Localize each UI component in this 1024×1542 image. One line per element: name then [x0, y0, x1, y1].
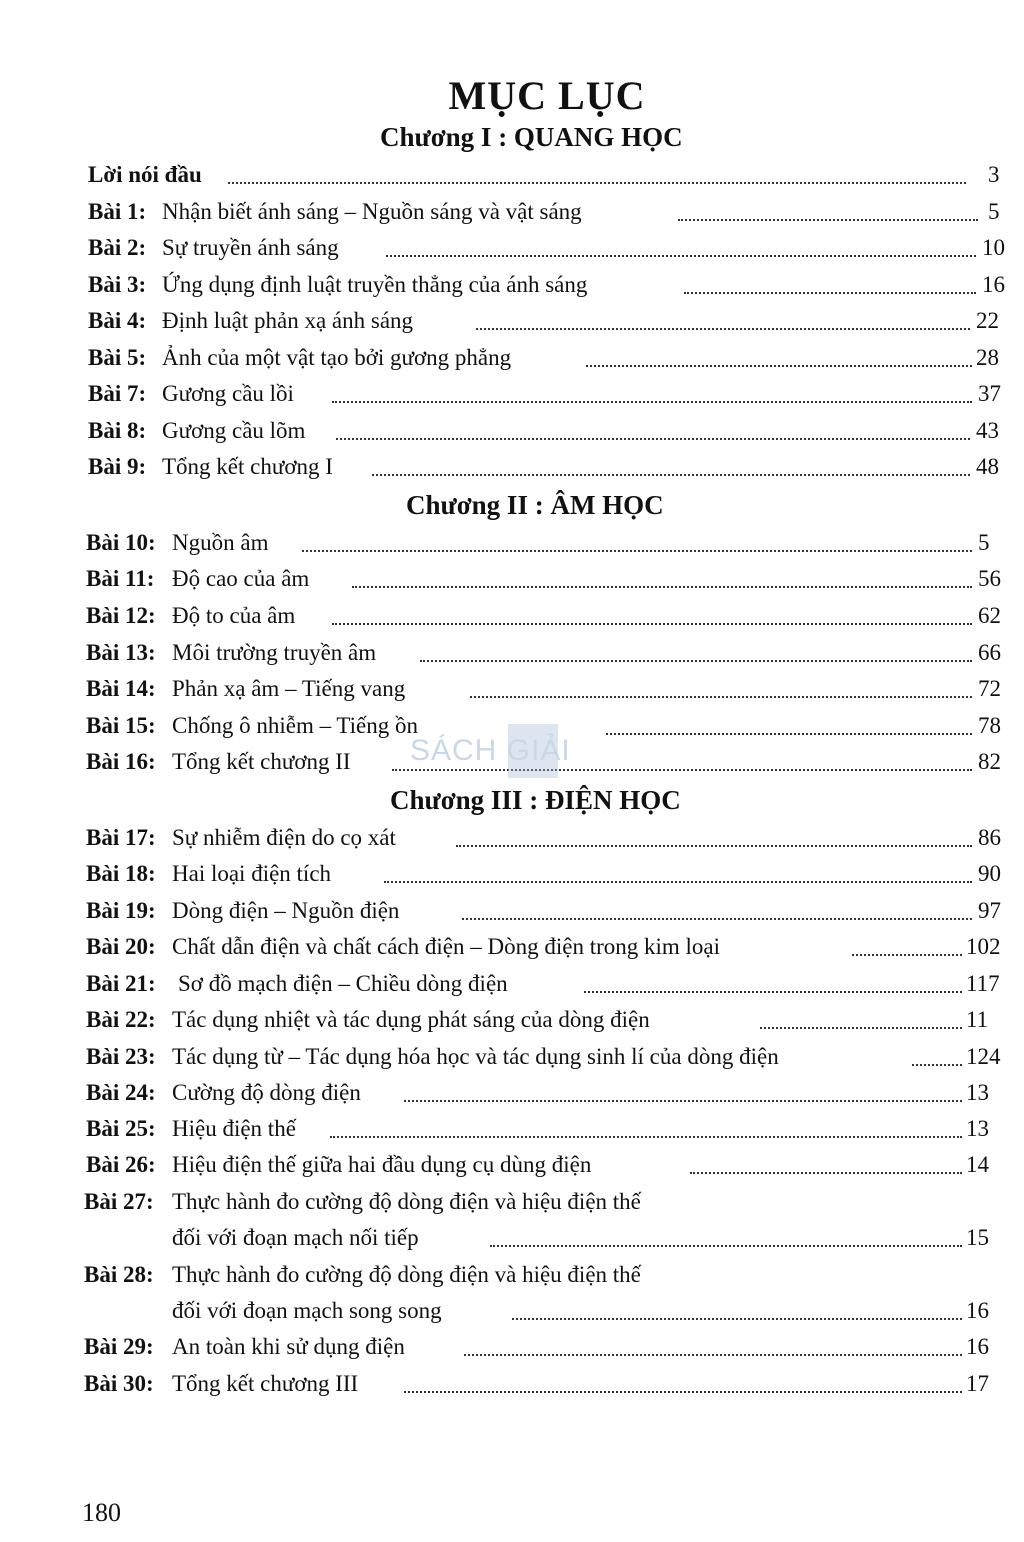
- toc-entry-number: Bài 5:: [88, 345, 147, 370]
- toc-entry-page: 22: [976, 308, 999, 333]
- toc-entry[interactable]: [0, 1042, 1024, 1072]
- toc-entry-title: Gương cầu lồi: [162, 381, 294, 406]
- toc-entry-title: Tác dụng nhiệt và tác dụng phát sáng của dòng điện: [172, 1007, 650, 1032]
- toc-entry-continuation[interactable]: [0, 1296, 1024, 1326]
- toc-entry-title: Tác dụng từ – Tác dụng hóa học và tác dụng sinh lí của dòng điện: [172, 1044, 779, 1069]
- leader-dots: [386, 233, 976, 257]
- toc-entry-title: Thực hành đo cường độ dòng điện và hiệu điện thế: [172, 1262, 641, 1287]
- leader-dots: [684, 270, 976, 294]
- toc-entry-title: Nguồn âm: [172, 530, 269, 555]
- leader-dots: [456, 823, 972, 847]
- toc-entry[interactable]: [0, 452, 1024, 482]
- toc-entry-page: 16: [966, 1334, 989, 1359]
- toc-entry-title: Tổng kết chương II: [172, 749, 351, 774]
- toc-entry-number: Bài 4:: [88, 308, 147, 333]
- toc-entry-number: Bài 30:: [84, 1371, 154, 1396]
- toc-entry-number: Bài 16:: [86, 749, 156, 774]
- toc-entry[interactable]: [0, 1114, 1024, 1144]
- toc-entry-number: Bài 29:: [84, 1334, 154, 1359]
- toc-entry-title: Sơ đồ mạch điện – Chiều dòng điện: [178, 971, 508, 996]
- toc-entry-number: Bài 8:: [88, 418, 147, 443]
- toc-entry-title: Tổng kết chương I: [162, 454, 333, 479]
- toc-entry-page: 11: [966, 1007, 989, 1032]
- toc-entry[interactable]: [0, 1187, 1024, 1217]
- chapter-heading-1: Chương I : QUANG HỌC: [380, 122, 683, 152]
- leader-dots: [490, 1223, 962, 1247]
- leader-dots: [302, 528, 972, 552]
- toc-entry-number: Bài 13:: [86, 640, 156, 665]
- toc-entry-title: An toàn khi sử dụng điện: [172, 1334, 405, 1359]
- leader-dots: [330, 1114, 962, 1138]
- toc-entry[interactable]: [0, 306, 1024, 336]
- leader-dots: [384, 859, 972, 883]
- toc-entry-number: Bài 20:: [86, 934, 156, 959]
- toc-entry-number: Bài 1:: [88, 199, 147, 224]
- toc-entry-page: 124: [966, 1044, 1001, 1069]
- toc-entry-title: Ứng dụng định luật truyền thẳng của ánh sáng: [162, 272, 588, 297]
- toc-entry-number: Bài 19:: [86, 898, 156, 923]
- toc-entry-page: 48: [976, 454, 999, 479]
- toc-entry[interactable]: [0, 197, 1024, 227]
- toc-entry-title: Chất dẫn điện và chất cách điện – Dòng điện trong kim loại: [172, 934, 721, 959]
- toc-entry-page: 28: [976, 345, 999, 370]
- toc-entry-number: Bài 27:: [84, 1189, 154, 1214]
- toc-entry[interactable]: [0, 270, 1024, 300]
- toc-entry-number: Bài 21:: [86, 971, 156, 996]
- toc-entry-number: Lời nói đầu: [88, 162, 202, 187]
- toc-entry-number: Bài 25:: [86, 1116, 156, 1141]
- leader-dots: [470, 674, 972, 698]
- leader-dots: [332, 601, 972, 625]
- toc-entry-page: 5: [978, 530, 990, 555]
- toc-entry-title: Sự truyền ánh sáng: [162, 235, 339, 260]
- toc-entry-page: 90: [978, 861, 1001, 886]
- toc-entry-number: Bài 24:: [86, 1080, 156, 1105]
- toc-entry-title-line2: đối với đoạn mạch nối tiếp: [172, 1225, 419, 1250]
- leader-dots: [586, 343, 972, 367]
- toc-entry-number: Bài 10:: [86, 530, 156, 555]
- leader-dots: [404, 1369, 962, 1393]
- leader-dots: [420, 638, 972, 662]
- toc-entry-page: 13: [966, 1080, 989, 1105]
- toc-entry[interactable]: [0, 416, 1024, 446]
- toc-entry-page: 16: [966, 1298, 989, 1323]
- toc-entry-page: 10: [982, 235, 1005, 260]
- toc-entry[interactable]: [0, 896, 1024, 926]
- toc-entry-title: Cường độ dòng điện: [172, 1080, 361, 1105]
- toc-entry-page: 15: [966, 1225, 989, 1250]
- toc-entry[interactable]: [0, 1150, 1024, 1180]
- toc-entry-page: 14: [966, 1152, 989, 1177]
- toc-entry-title: Độ cao của âm: [172, 566, 310, 591]
- toc-entry-page: 16: [982, 272, 1005, 297]
- watermark: [410, 722, 630, 792]
- toc-entry[interactable]: [0, 674, 1024, 704]
- watermark-text: SÁCH GIẢI: [410, 734, 571, 767]
- toc-entry-title-line2: đối với đoạn mạch song song: [172, 1298, 442, 1323]
- toc-entry-number: Bài 18:: [86, 861, 156, 886]
- toc-entry-page: 66: [978, 640, 1001, 665]
- toc-entry-title: Ảnh của một vật tạo bởi gương phẳng: [162, 345, 512, 370]
- toc-entry-page: 43: [976, 418, 999, 443]
- chapter-heading-3: Chương III : ĐIỆN HỌC: [390, 785, 681, 815]
- toc-entry[interactable]: [0, 823, 1024, 853]
- toc-entry[interactable]: [0, 564, 1024, 594]
- toc-entry-page: 17: [966, 1371, 989, 1396]
- leader-dots: [584, 969, 962, 993]
- chapter-heading-2: Chương II : ÂM HỌC: [406, 490, 664, 520]
- toc-entry-page: 102: [966, 934, 1001, 959]
- leader-dots: [476, 306, 970, 330]
- toc-entry-number: Bài 12:: [86, 603, 156, 628]
- toc-entry-title: Chống ô nhiễm – Tiếng ồn: [172, 713, 419, 738]
- toc-entry-title: Môi trường truyền âm: [172, 640, 377, 665]
- toc-entry-title: Nhận biết ánh sáng – Nguồn sáng và vật sáng: [162, 199, 582, 224]
- toc-entry-number: Bài 23:: [86, 1044, 156, 1069]
- leader-dots: [352, 564, 972, 588]
- toc-entry-page: 117: [966, 971, 1000, 996]
- toc-entry[interactable]: [0, 160, 1024, 190]
- toc-entry-title: Hiệu điện thế: [172, 1116, 296, 1141]
- leader-dots: [464, 1332, 962, 1356]
- toc-entry-page: 97: [978, 898, 1001, 923]
- leader-dots: [228, 160, 966, 184]
- leader-dots: [462, 896, 972, 920]
- toc-entry[interactable]: [0, 343, 1024, 373]
- toc-entry-title: Sự nhiễm điện do cọ xát: [172, 825, 396, 850]
- leader-dots: [332, 379, 972, 403]
- leader-dots: [760, 1005, 962, 1029]
- toc-entry-number: Bài 17:: [86, 825, 156, 850]
- toc-entry-number: Bài 9:: [88, 454, 147, 479]
- leader-dots: [512, 1296, 962, 1320]
- leader-dots: [852, 932, 962, 956]
- page-title: MỤC LỤC: [448, 73, 646, 118]
- toc-entry[interactable]: [0, 601, 1024, 631]
- toc-entry-title: Định luật phản xạ ánh sáng: [162, 308, 414, 333]
- toc-entry-page: 3: [988, 162, 1000, 187]
- toc-entry-page: 86: [978, 825, 1001, 850]
- toc-entry[interactable]: [0, 1332, 1024, 1362]
- toc-entry-number: Bài 7:: [88, 381, 147, 406]
- toc-entry-title: Hai loại điện tích: [172, 861, 332, 886]
- leader-dots: [678, 197, 978, 221]
- toc-entry-title: Thực hành đo cường độ dòng điện và hiệu điện thế: [172, 1189, 641, 1214]
- leader-dots: [912, 1042, 962, 1066]
- leader-dots: [336, 416, 970, 440]
- toc-entry[interactable]: [0, 528, 1024, 558]
- toc-entry-title: Hiệu điện thế giữa hai đầu dụng cụ dùng điện: [172, 1152, 592, 1177]
- toc-entry[interactable]: [0, 859, 1024, 889]
- toc-entry[interactable]: [0, 1005, 1024, 1035]
- toc-entry-page: 82: [978, 749, 1001, 774]
- toc-entry-number: Bài 14:: [86, 676, 156, 701]
- toc-entry[interactable]: [0, 638, 1024, 668]
- toc-entry-number: Bài 26:: [86, 1152, 156, 1177]
- toc-entry-title: Độ to của âm: [172, 603, 296, 628]
- toc-entry[interactable]: [0, 1260, 1024, 1290]
- toc-entry-number: Bài 3:: [88, 272, 147, 297]
- toc-entry-number: Bài 15:: [86, 713, 156, 738]
- toc-entry-page: 5: [988, 199, 1000, 224]
- toc-entry[interactable]: [0, 233, 1024, 263]
- toc-entry-title: Tổng kết chương III: [172, 1371, 359, 1396]
- toc-entry-number: Bài 11:: [86, 566, 155, 591]
- toc-entry-title: Dòng điện – Nguồn điện: [172, 898, 400, 923]
- toc-entry-title: Phản xạ âm – Tiếng vang: [172, 676, 406, 701]
- toc-entry-page: 37: [978, 381, 1001, 406]
- toc-entry[interactable]: [0, 1078, 1024, 1108]
- toc-entry-page: 78: [978, 713, 1001, 738]
- leader-dots: [404, 1078, 962, 1102]
- toc-entry-page: 72: [978, 676, 1001, 701]
- toc-entry-number: Bài 22:: [86, 1007, 156, 1032]
- toc-entry[interactable]: [0, 969, 1024, 999]
- toc-entry-page: 13: [966, 1116, 989, 1141]
- toc-entry-continuation[interactable]: [0, 1223, 1024, 1253]
- toc-entry-page: 56: [978, 566, 1001, 591]
- leader-dots: [690, 1150, 962, 1174]
- leader-dots: [372, 452, 970, 476]
- toc-entry-number: Bài 2:: [88, 235, 147, 260]
- toc-entry-title: Gương cầu lõm: [162, 418, 306, 443]
- toc-entry[interactable]: [0, 1369, 1024, 1399]
- toc-entry-number: Bài 28:: [84, 1262, 154, 1287]
- leader-dots: [606, 711, 972, 735]
- toc-entry-page: 62: [978, 603, 1001, 628]
- toc-entry[interactable]: [0, 379, 1024, 409]
- toc-entry[interactable]: [0, 932, 1024, 962]
- page-number: 180: [82, 1498, 121, 1527]
